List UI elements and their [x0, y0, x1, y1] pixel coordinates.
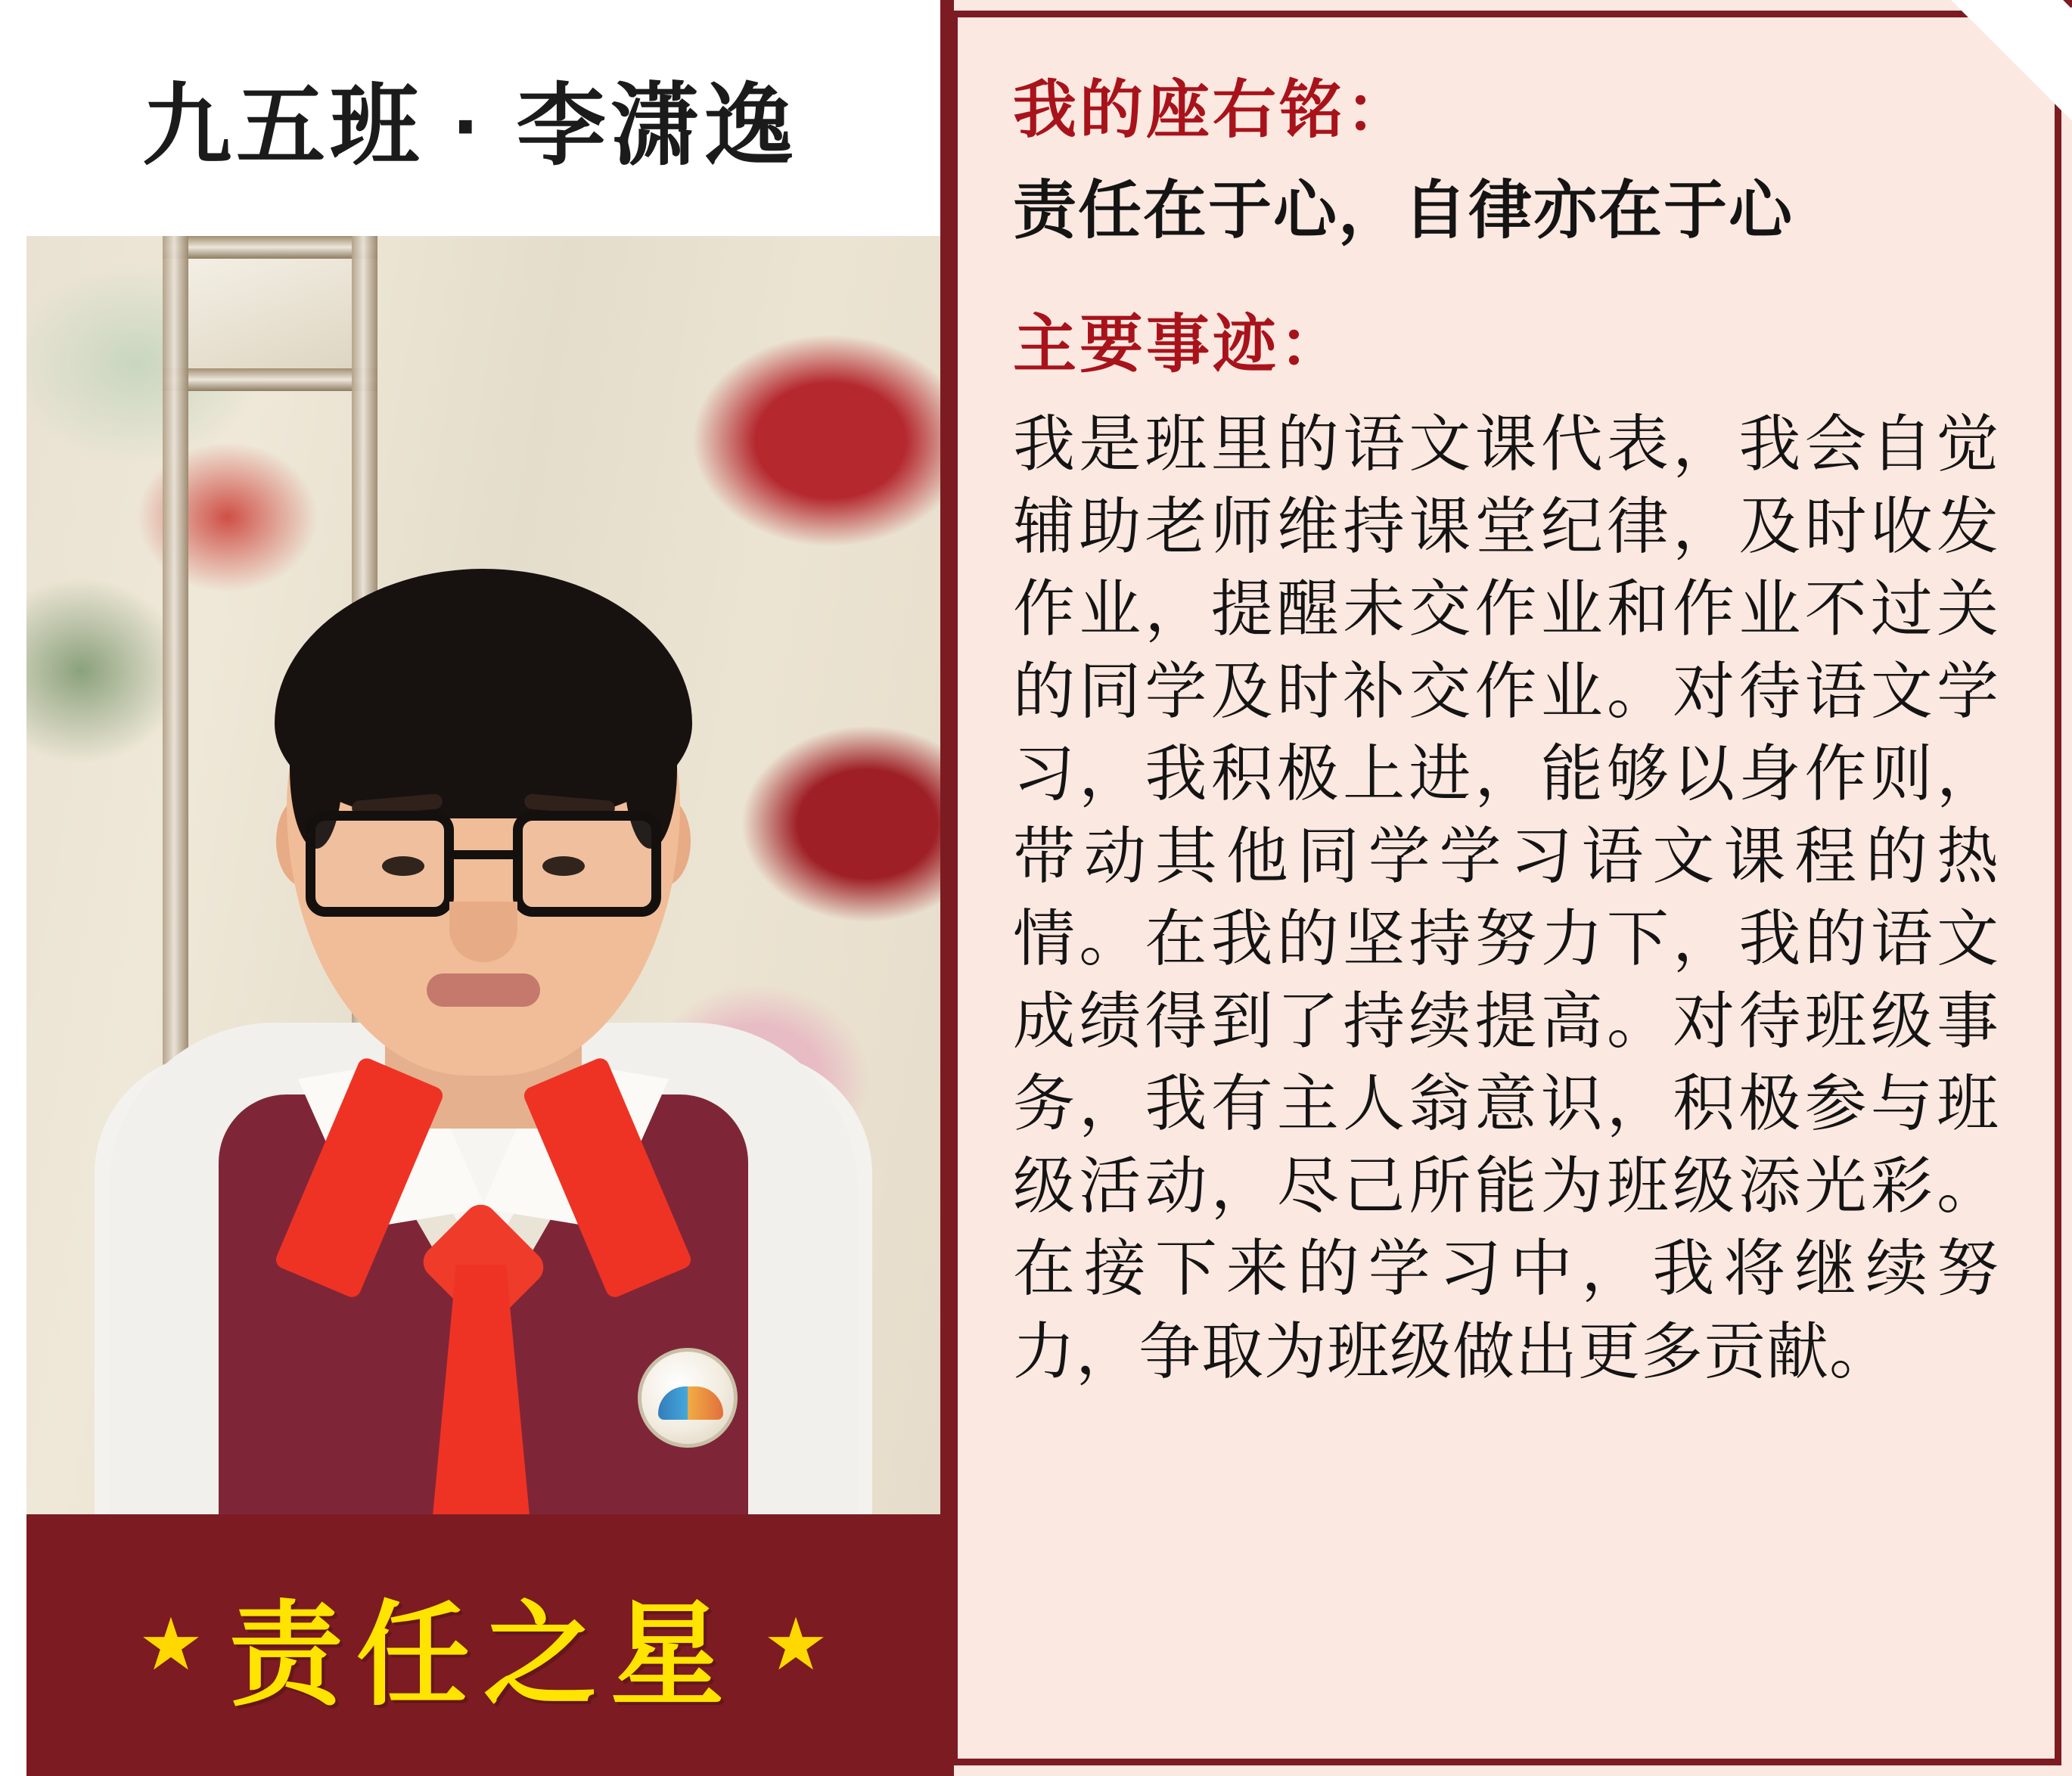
star-icon-right: ★ — [763, 1604, 829, 1685]
glasses-bridge — [454, 850, 513, 859]
school-badge-icon — [638, 1348, 738, 1448]
student-photo — [26, 236, 940, 1514]
star-icon-left: ★ — [138, 1604, 203, 1685]
glasses-lens-left — [306, 811, 454, 917]
deeds-text: 我是班里的语文课代表，我会自觉辅助老师维持课堂纪律，及时收发作业，提醒未交作业和作业不过关的同学及时补交作业。对待语文学习，我积极上进，能够以身作则，带动其他同学学习语文课程的热情。在我的坚持努力下，我的语文成绩得到了持续提高。对待班级事务，我有主人翁意识，积极参与班级活动，尽己所能为班级添光彩。在接下来的学习中，我将继续努力，争取为班级做出更多贡献。 — [1013, 410, 1999, 1386]
student-name-bar — [0, 0, 940, 236]
motto-text: 责任在于心，自律亦在于心 — [1013, 175, 1794, 246]
student-name: 九五班 · 李潇逸 — [142, 76, 798, 176]
glasses-lens-right — [513, 811, 661, 917]
award-title: 责任之星 — [228, 1594, 738, 1719]
photo-panel — [0, 0, 940, 1776]
deeds-label: 主要事迹： — [1013, 310, 1347, 380]
panel-divider — [940, 0, 954, 1776]
text-panel — [940, 0, 2072, 1776]
mouth — [427, 973, 540, 1007]
text-panel-content — [940, 0, 2072, 1424]
award-banner — [26, 1514, 940, 1776]
student-figure — [26, 236, 940, 1514]
motto-label: 我的座右铭： — [1013, 76, 1413, 146]
